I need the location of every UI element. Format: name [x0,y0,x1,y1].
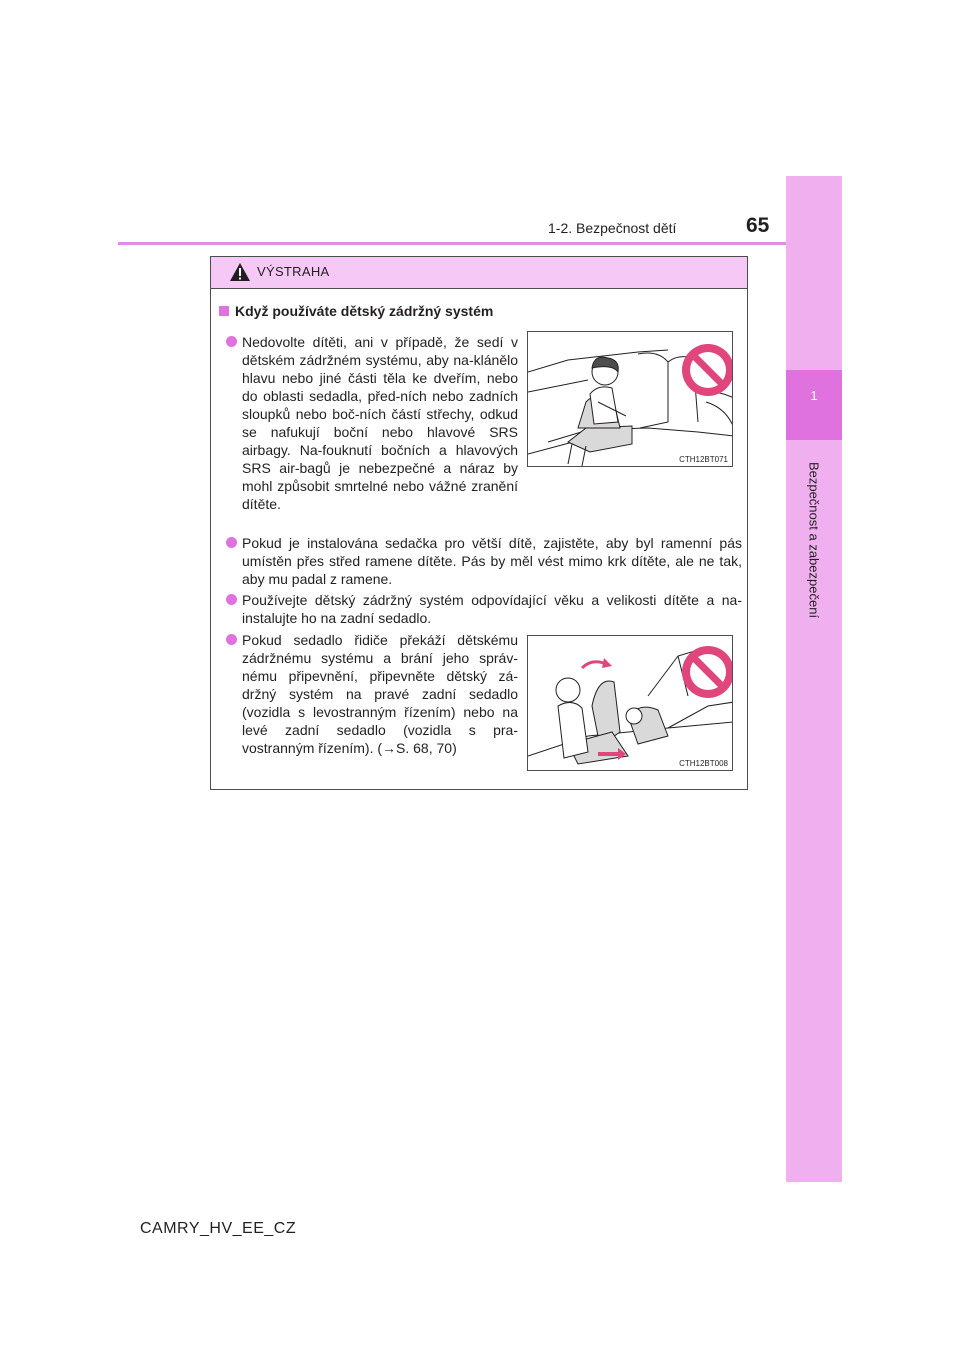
bullet-dot-icon [226,336,237,347]
bullet-dot-icon [226,594,237,605]
driver-seat-illustration [528,636,733,771]
warning-bullet: Pokud je instalována sedačka pro větší dítě, zajistěte, aby byl ramenní pás umístěn přes střed ramene dítěte. Pás by měl vést mimo krk dítěte, ale ne tak, aby mu padal z ramene. [242,534,742,588]
page-number: 65 [746,214,770,237]
footer-model-code: CAMRY_HV_EE_CZ [140,1220,297,1237]
bullet-dot-icon [226,537,237,548]
warning-bullet: Pokud sedadlo řidiče překáží dětskému zádržnému systému a brání jeho správ-nému připevnění, připevněte dětský zá-držný systém na pravé zadní sedadlo (vozidla s levostranným řízením) nebo na levé zadní sedadlo (vozidla s pra-vostranným řízením). (→S. 68, 70) [242,631,518,757]
child-booster-illustration [528,332,733,467]
chapter-title: Bezpečnost a zabezpečení [806,461,822,619]
figure-child-booster-seat [527,331,733,467]
header-rule [118,242,786,245]
figure-code: CTH12BT008 [679,759,728,768]
warning-subheading: Když používáte dětský zádržný systém [219,303,493,319]
chapter-side-tab [786,176,842,1182]
warning-triangle-icon [229,262,251,282]
section-title: 1-2. Bezpečnost dětí [548,220,677,236]
warning-title: VÝSTRAHA [257,264,330,279]
figure-code: CTH12BT071 [679,455,728,464]
chapter-marker [786,370,842,440]
warning-header [211,257,747,289]
figure-driver-seat-interference [527,635,733,771]
bullet-dot-icon [226,634,237,645]
chapter-number: 1 [810,388,818,403]
warning-bullet: Nedovolte dítěti, ani v případě, že sedí v dětském zádržném systému, aby na-klánělo hlavu nebo jiné části těla ke dveřím, nebo do oblasti sedadla, před-ních nebo zadních sloupků nebo boč-ních částí střechy, odkud se nafukují boční nebo hlavové SRS airbagy. Na-fouknutí bočních a hlavových SRS air-bagů je nebezpečné a náraz by mohl způsobit smrtelné nebo vážné zranění dítěte. [242,333,518,513]
warning-bullet: Používejte dětský zádržný systém odpovídající věku a velikosti dítěte a na-instalujte ho na zadní sedadlo. [242,591,742,627]
subheading-square-icon [219,306,229,316]
warning-box [210,256,748,790]
